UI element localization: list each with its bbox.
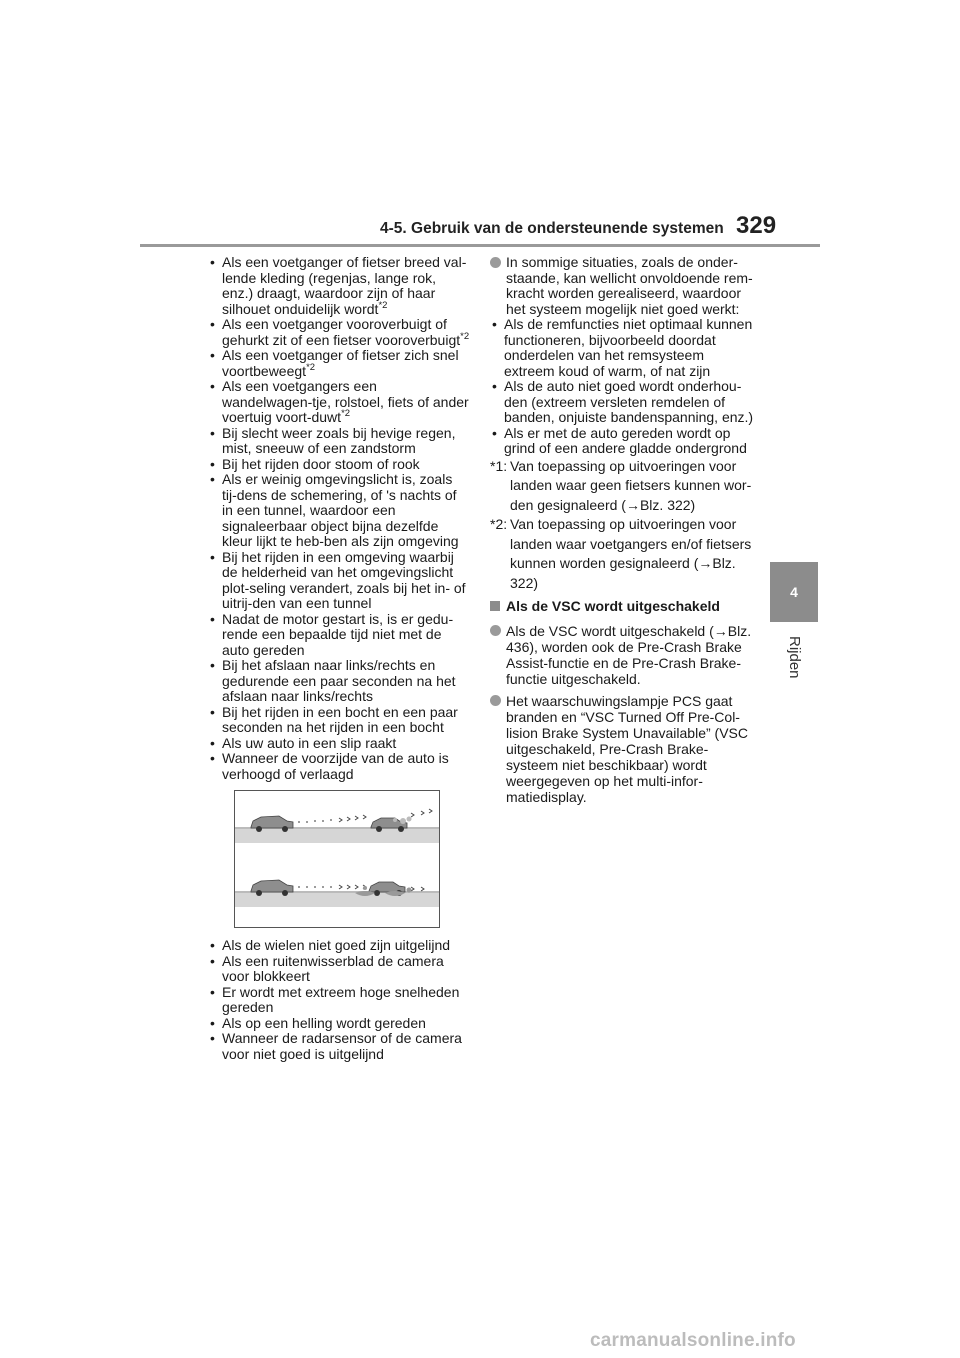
bullet-text-content: Als een voetgangers een wandelwagen-tje, rolstoel, fiets of ander voertuig voort-duwt xyxy=(222,378,469,425)
left-bottom-item xyxy=(208,954,470,985)
bullet-dot-icon xyxy=(490,695,501,706)
right-item xyxy=(490,317,756,379)
bullet-text xyxy=(222,705,470,736)
bullet-marker: • xyxy=(492,424,497,441)
bullet-marker: • xyxy=(210,548,215,565)
bullet-marker: • xyxy=(210,657,215,673)
bullet-text-content: Wanneer de voorzijde van de auto is verhoogd of verlaagd xyxy=(222,750,449,782)
bullet-text-content: Als een ruitenwisserblad de camera voor blokkeert xyxy=(222,952,444,984)
left-top-item xyxy=(208,426,470,457)
left-top-item xyxy=(208,705,470,736)
bullet-text-content: Als de remfuncties niet optimaal kunnen functioneren, bijvoorbeeld doordat onderdelen van het remsysteem extreem koud of warm, of nat zijn xyxy=(504,316,753,379)
page-number: 329 xyxy=(736,212,777,239)
right-bullet-list xyxy=(490,317,756,457)
left-top-item xyxy=(208,348,470,379)
bullet-text xyxy=(222,736,470,752)
footer-watermark: carmanualsonline.info xyxy=(590,1330,796,1351)
bullet-text xyxy=(222,379,470,426)
bullet-text xyxy=(222,255,470,317)
bullet-text-content: Nadat de motor gestart is, is er gedu-rende een bepaalde tijd niet met de auto gereden xyxy=(222,610,454,658)
footnote-text: Van toepassing op uitvoeringen voor landen waar voetgangers en/of fietsers kunnen worden gesignaleerd (→Blz. 322) xyxy=(510,516,752,591)
bullet-text-content: Bij het afslaan naar links/rechts en gedurende een paar seconden na het afslaan naar links/rechts xyxy=(222,657,456,704)
bullet-text xyxy=(222,612,470,659)
bullet-text-content: Als uw auto in een slip raakt xyxy=(222,734,397,751)
heading-text: Als de VSC wordt uitgeschakeld xyxy=(506,598,720,614)
footnote-reference: *2 xyxy=(341,408,351,419)
footnote-reference: *2 xyxy=(306,361,316,373)
paragraph-text: In sommige situaties, zoals de onder-staande, kan wellicht onvoldoende rem-kracht worden gerealiseerd, waardoor het systeem mogelijk niet goed werkt: xyxy=(506,254,753,317)
bullet-text xyxy=(504,379,756,426)
bullet-text-content: Als er weinig omgevingslicht is, zoals tij-dens de schemering, of 's nachts of in een tunnel, waardoor een signaleerbaar object bijna dezelfde kleur lijkt te heb-ben als zijn omgeving xyxy=(222,471,459,549)
bullet-marker: • xyxy=(210,610,215,627)
bullet-text xyxy=(222,550,470,612)
paragraph-insufficient-braking xyxy=(490,255,756,317)
bullet-text xyxy=(222,658,470,705)
bullet-text-content: Als een voetganger vooroverbuigt of gehurkt zit of een fietser vooroverbuigt xyxy=(222,316,461,348)
bullet-text xyxy=(222,954,470,985)
footnote-item xyxy=(490,515,756,593)
bullet-marker: • xyxy=(492,316,497,332)
footnote-reference: *2 xyxy=(460,330,470,342)
bullet-marker: • xyxy=(210,455,215,472)
bullet-dot-icon xyxy=(490,625,501,636)
paragraph-text: Het waarschuwingslampje PCS gaat branden en “VSC Turned Off Pre-Col-lision Brake System Unavailable” (VSC uitgeschakeld, Pre-Crash Brake-systeem niet beschikbaar) wordt weergegeven op het multi-infor-matiedisplay. xyxy=(506,692,748,805)
left-bottom-item xyxy=(208,985,470,1016)
bullet-marker: • xyxy=(210,952,215,969)
left-top-item xyxy=(208,736,470,752)
left-bottom-item xyxy=(208,1016,470,1032)
chapter-tab xyxy=(770,562,818,622)
bullet-text xyxy=(504,426,756,457)
bullet-marker: • xyxy=(210,424,215,441)
bullet-marker: • xyxy=(492,378,497,394)
bullet-text-content: Wanneer de radarsensor of de camera voor niet goed is uitgelijnd xyxy=(222,1030,462,1062)
car-detection-illustration xyxy=(235,791,439,927)
section-title: 4-5. Gebruik van de ondersteunende systemen xyxy=(380,220,724,237)
bullet-text xyxy=(222,317,470,348)
bullet-text xyxy=(222,985,470,1016)
bullet-marker: • xyxy=(210,347,215,363)
bullet-marker: • xyxy=(210,471,215,487)
footnote-item xyxy=(490,457,756,516)
bullet-text xyxy=(222,472,470,550)
bullet-marker: • xyxy=(210,1014,215,1031)
footnote-reference: *2 xyxy=(378,299,388,311)
bullet-text xyxy=(222,1016,470,1032)
footnote-text: Van toepassing op uitvoeringen voor landen waar geen fietsers kunnen wor-den gesignaleerd (→Blz. 322) xyxy=(510,457,752,513)
bullet-text xyxy=(222,1031,470,1062)
right-column xyxy=(490,255,756,811)
footnotes xyxy=(490,457,756,594)
bullet-text-content: Als de wielen niet goed zijn uitgelijnd xyxy=(222,937,451,953)
bullet-text xyxy=(222,426,470,457)
bullet-text-content: Er wordt met extreem hoge snelheden gereden xyxy=(222,983,460,1015)
bullet-text-content: Als de auto niet goed wordt onderhou-den (extreem versleten remdelen of banden, onjuiste bandenspanning, enz.) xyxy=(504,378,754,425)
left-top-item xyxy=(208,255,470,317)
bullet-marker: • xyxy=(210,937,215,953)
left-top-item xyxy=(208,658,470,705)
bullet-text-content: Als een voetganger of fietser zich snel voortbeweegt xyxy=(222,347,459,379)
bullet-text-content: Bij het rijden in een omgeving waarbij de helderheid van het omgevingslicht plot-seling verandert, zoals bij het in- of uitrij-den van een tunnel xyxy=(222,548,466,611)
left-top-item xyxy=(208,317,470,348)
left-bullet-list xyxy=(208,255,470,782)
left-bottom-item xyxy=(208,1031,470,1062)
bullet-text-content: Bij slecht weer zoals bij hevige regen, mist, sneeuw of een zandstorm xyxy=(222,424,456,456)
radar-illustration xyxy=(234,790,440,928)
left-top-item xyxy=(208,379,470,426)
right-item xyxy=(490,426,756,457)
left-bottom-item xyxy=(208,938,470,954)
bullet-text xyxy=(222,348,470,379)
bullet-text xyxy=(222,457,470,473)
left-top-item xyxy=(208,550,470,612)
bullet-text xyxy=(222,751,470,782)
left-top-item xyxy=(208,751,470,782)
left-top-item xyxy=(208,472,470,550)
footnote-marker: *1: xyxy=(490,457,508,474)
bullet-text-content: Als een voetganger of fietser breed val-lende kleding (regenjas, lange rok, enz.) draagt, waardoor zijn of haar silhouet onduidelijk wordt xyxy=(222,254,467,317)
bullet-marker: • xyxy=(210,254,215,270)
paragraph-text: Als de VSC wordt uitgeschakeld (→Blz. 436), worden ook de Pre-Crash Brake Assist-functie en de Pre-Crash Brake-functie uitgeschakeld. xyxy=(506,622,752,687)
square-marker-icon xyxy=(490,601,500,611)
section-heading xyxy=(490,599,756,615)
left-top-item xyxy=(208,612,470,659)
right-item xyxy=(490,379,756,426)
footnote-marker: *2: xyxy=(490,516,508,532)
header-divider xyxy=(140,244,820,247)
bullet-marker: • xyxy=(210,983,215,1000)
bullet-marker: • xyxy=(210,316,215,332)
bullet-text-content: Als er met de auto gereden wordt op grind of een andere gladde ondergrond xyxy=(504,424,747,456)
left-column xyxy=(208,255,470,1062)
chapter-label: Rijden xyxy=(786,636,803,679)
left-top-item xyxy=(208,457,470,473)
bullet-text-content: Bij het rijden in een bocht en een paar seconden na het rijden in een bocht xyxy=(222,703,458,735)
bullet-text-content: Als op een helling wordt gereden xyxy=(222,1014,426,1031)
bullet-marker: • xyxy=(210,750,215,766)
bullet-text xyxy=(504,317,756,379)
chapter-number: 4 xyxy=(790,584,798,600)
left-bullet-list-2 xyxy=(208,938,470,1062)
bullet-marker: • xyxy=(210,1030,215,1046)
bullet-text-content: Bij het rijden door stoom of rook xyxy=(222,455,420,472)
bullet-text xyxy=(222,938,470,954)
bullet-marker: • xyxy=(210,378,215,394)
bullet-marker: • xyxy=(210,734,215,751)
paragraph-warning-light xyxy=(490,693,756,805)
paragraph-vsc-off xyxy=(490,623,756,687)
bullet-dot-icon xyxy=(490,257,501,268)
bullet-marker: • xyxy=(210,703,215,720)
